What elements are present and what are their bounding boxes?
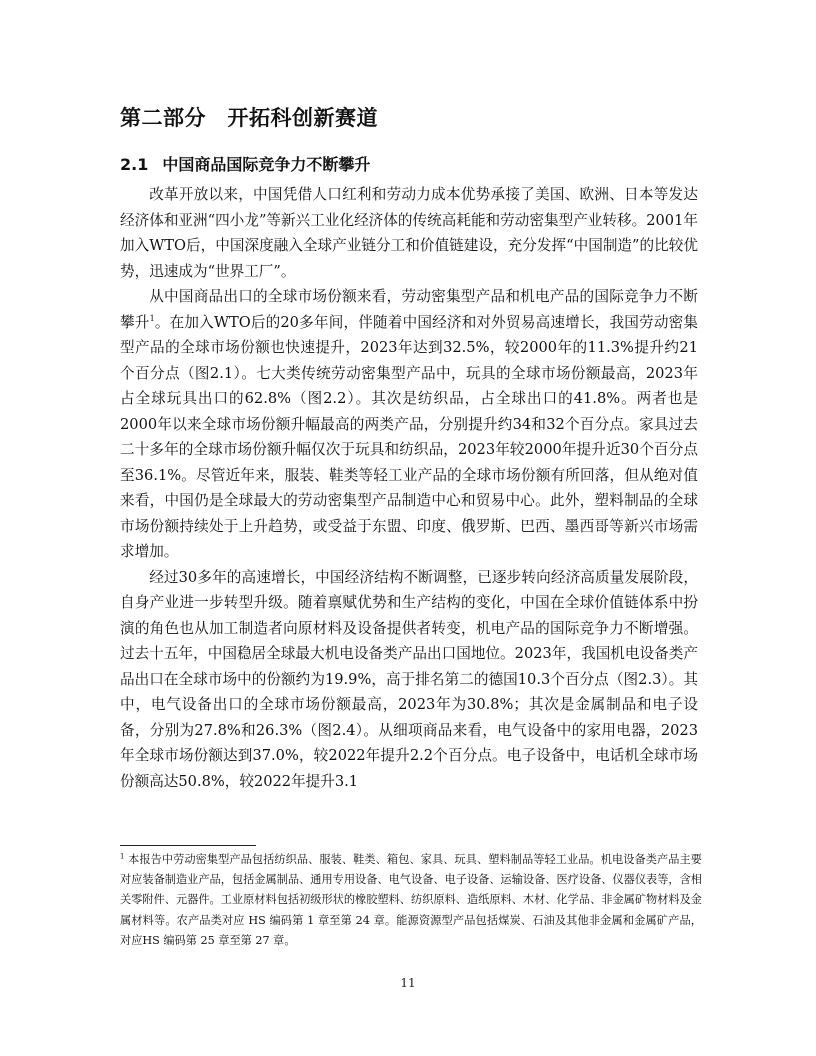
subsection-title: 中国商品国际竞争力不断攀升 bbox=[162, 155, 371, 174]
subsection-heading bbox=[120, 152, 370, 175]
footnote-reference[interactable]: 1 bbox=[149, 313, 155, 323]
footnote-divider bbox=[120, 845, 256, 846]
paragraph-2-text-a: 从中国商品出口的全球市场份额来看，劳动密集型产品和机电产品的国际竞争力不断攀升 bbox=[120, 288, 698, 331]
footnote-text: 本报告中劳动密集型产品包括纺织品、服装、鞋类、箱包、家具、玩具、塑料制品等轻工业品。机电设备类产品主要对应装备制造业产品，包括金属制品、通用专用设备、电气设备、电子设备、运输设备、医疗设备、仪器仪表等，含相关零附件、元器件。工业原材料包括初级形状的橡胶塑料、纺织原料、造纸原料、木材、化学品、非金属矿物材料及金属材料等。农产品类对应 HS 编码第 1 章至第 24 章。能源资源型产品包括煤炭、石油及其他非金属和金属矿产品，对应HS 编码第 25 章至第 27 章。 bbox=[120, 853, 702, 947]
paragraph-3: 经过30多年的高速增长，中国经济结构不断调整，已逐步转向经济高质量发展阶段，自身产业进一步转型升级。随着禀赋优势和生产结构的变化，中国在全球价值链体系中扮演的角色也从加工制造者向原材料及设备提供者转变，机电产品的国际竞争力不断增强。过去十五年，中国稳居全球最大机电设备类产品出口国地位。2023年，我国机电设备类产品出口在全球市场中的份额约为19.9%，高于排名第二的德国10.3个百分点（图2.3）。其中，电气设备出口的全球市场份额最高，2023年为30.8%；其次是金属制品和电子设备，分别为27.8%和26.3%（图2.4）。从细项商品来看，电气设备中的家用电器，2023年全球市场份额达到37.0%，较2022年提升2.2个百分点。电子设备中，电话机全球市场份额高达50.8%，较2022年提升3.1 bbox=[120, 568, 698, 790]
page-number: 11 bbox=[400, 976, 416, 990]
paragraph-2-text-b: 。在加入WTO后的20多年间，伴随着中国经济和对外贸易高速增长，我国劳动密集型产品的全球市场份额也快速提升，2023年达到32.5%，较2000年的11.3%提升约21个百分点（图2.1）。七大类传统劳动密集型产品中，玩具的全球市场份额最高，2023年占全球玩具出口的62.8%（图2.2）。其次是纺织品，占全球出口的41.8%。两者也是2000年以来全球市场份额升幅最高的两类产品，分别提升约34和32个百分点。家具过去二十多年的全球市场份额升幅仅次于玩具和纺织品，2023年较2000年提升近30个百分点至36.1%。尽管近年来，服装、鞋类等轻工业产品的全球市场份额有所回落，但从绝对值来看，中国仍是全球最大的劳动密集型产品制造中心和贸易中心。此外，塑料制品的全球市场份额持续处于上升趋势，或受益于东盟、印度、俄罗斯、巴西、墨西哥等新兴市场需求增加。 bbox=[120, 313, 698, 560]
subsection-number: 2.1 bbox=[120, 155, 149, 174]
section-heading: 第二部分 开拓科创新赛道 bbox=[120, 106, 378, 130]
footnote bbox=[120, 850, 702, 951]
paragraph-2 bbox=[120, 284, 698, 565]
paragraph-1: 改革开放以来，中国凭借人口红利和劳动力成本优势承接了美国、欧洲、日本等发达经济体和亚洲“四小龙”等新兴工业化经济体的传统高耗能和劳动密集型产业转移。2001年加入WTO后，中国深度融入全球产业链分工和价值链建设，充分发挥“中国制造”的比较优势，迅速成为“世界工厂”。 bbox=[120, 186, 698, 280]
footnote-marker: 1 bbox=[120, 852, 125, 861]
body-text bbox=[120, 182, 698, 794]
